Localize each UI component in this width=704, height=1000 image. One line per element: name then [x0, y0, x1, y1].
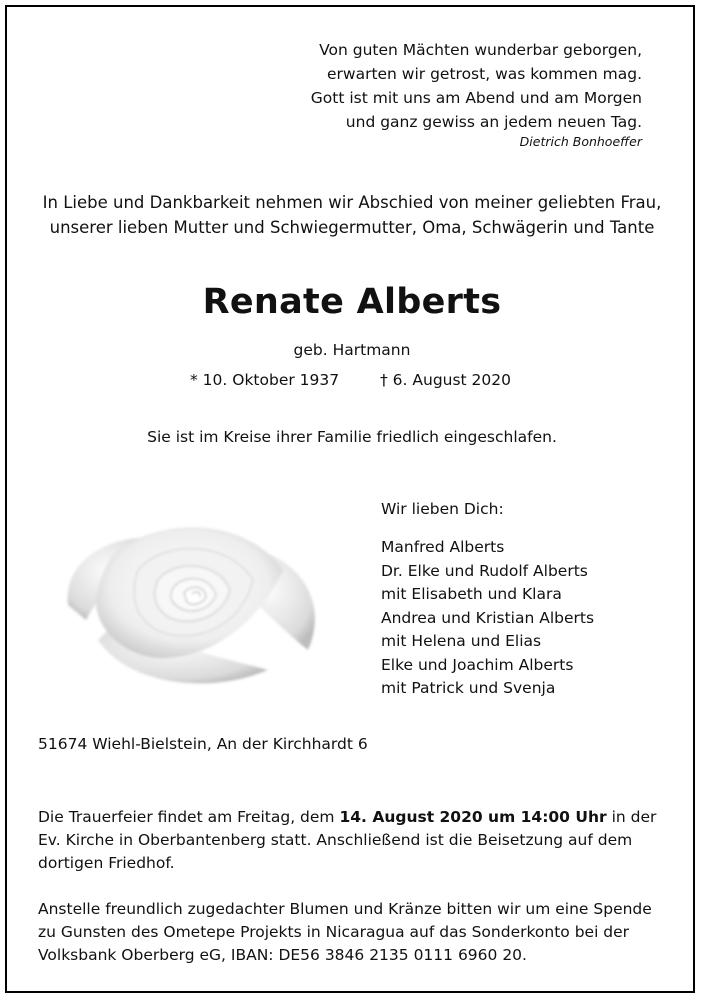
family-intro: Wir lieben Dich: — [381, 500, 504, 518]
rose-image — [58, 510, 328, 690]
intro-line: In Liebe und Dankbarkeit nehmen wir Abschied von meiner geliebten Frau, — [42, 193, 662, 212]
poem-line: Von guten Mächten wunderbar geborgen, — [319, 41, 642, 59]
list-item: mit Patrick und Svenja — [381, 679, 556, 697]
poem-author: Dietrich Bonhoeffer — [519, 134, 642, 149]
address: 51674 Wiehl-Bielstein, An der Kirchhardt 6 — [38, 735, 368, 753]
death-date: † 6. August 2020 — [380, 371, 512, 389]
family-list — [381, 536, 594, 701]
list-item: Andrea und Kristian Alberts — [381, 608, 595, 627]
birth-date: * 10. Oktober 1937 — [190, 371, 340, 389]
intro-text — [20, 190, 684, 240]
funeral-info — [38, 806, 668, 875]
list-item: Dr. Elke und Rudolf Alberts — [381, 561, 588, 580]
poem-line: Gott ist mit uns am Abend und am Morgen — [310, 89, 642, 107]
funeral-date: 14. August 2020 um 14:00 Uhr — [339, 808, 607, 826]
list-item: Manfred Alberts — [381, 538, 505, 556]
list-item: Elke und Joachim Alberts — [381, 655, 574, 674]
poem-line: erwarten wir getrost, was kommen mag. — [326, 65, 642, 83]
list-item: mit Elisabeth und Klara — [381, 585, 562, 603]
donation-info: Anstelle freundlich zugedachter Blumen und Kränze bitten wir um eine Spende zu Gunsten des Ometepe Projekts in Nicaragua auf das Sonderkonto bei der Volksbank Oberberg eG, IBAN: DE56 3846 2135 0111 6960 20. — [38, 900, 652, 964]
list-item: mit Helena und Elias — [381, 632, 542, 650]
intro-line: unserer lieben Mutter und Schwiegermutter, Oma, Schwägerin und Tante — [49, 218, 655, 237]
poem — [200, 38, 642, 134]
maiden-name: geb. Hartmann — [293, 341, 411, 359]
deceased-name: Renate Alberts — [202, 282, 502, 322]
peace-text: Sie ist im Kreise ihrer Familie friedlich eingeschlafen. — [147, 428, 557, 446]
funeral-text-start: Die Trauerfeier findet am Freitag, dem — [38, 808, 340, 826]
funeral-text-end: in der Ev. Kirche in Oberbantenberg statt. Anschließend ist die Beisetzung auf dem dortigen Friedhof. — [38, 808, 657, 872]
poem-line: und ganz gewiss an jedem neuen Tag. — [345, 113, 642, 131]
